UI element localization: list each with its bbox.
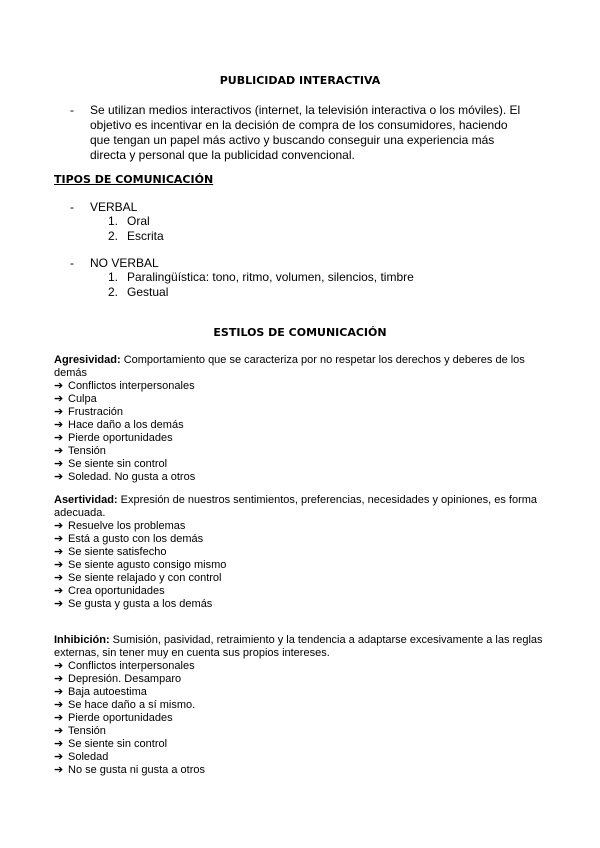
- item-text: Baja autoestima: [68, 686, 147, 698]
- item-text: Soledad: [68, 751, 109, 763]
- list-item: [54, 419, 544, 432]
- arrow-icon: ➔: [54, 380, 64, 392]
- list-item: [108, 285, 414, 300]
- item-text: Se siente sin control: [68, 738, 168, 750]
- noverbal-label: NO VERBAL: [90, 256, 159, 270]
- arrow-icon: ➔: [54, 598, 64, 610]
- intro-item: [70, 103, 540, 165]
- arrow-icon: ➔: [54, 520, 64, 532]
- agresividad-text: Comportamiento que se caracteriza por no respetar los derechos y deberes de los demás: [54, 354, 525, 379]
- item-text: Se hace daño a sí mismo.: [68, 699, 196, 711]
- tipos-heading: TIPOS DE COMUNICACIÓN: [54, 173, 214, 186]
- document-title: PUBLICIDAD INTERACTIVA: [219, 74, 381, 87]
- item-text: Tensión: [68, 725, 106, 737]
- list-item: [54, 406, 544, 419]
- arrow-icon: ➔: [54, 419, 64, 431]
- item-text: Tensión: [68, 445, 106, 457]
- list-item: [54, 699, 544, 712]
- arrow-icon: ➔: [54, 471, 64, 483]
- list-item: [54, 432, 544, 445]
- list-item: [54, 471, 544, 484]
- agresividad-list: [54, 380, 544, 484]
- item-text: Escrita: [127, 229, 164, 243]
- item-text: Se gusta y gusta a los demás: [68, 598, 213, 610]
- asertividad-text: Expresión de nuestros sentimientos, preferencias, necesidades y opiniones, es forma adecuada.: [54, 494, 538, 519]
- list-item: [54, 751, 544, 764]
- agresividad-definition: [54, 354, 544, 380]
- item-text: Se siente relajado y con control: [68, 572, 222, 584]
- arrow-icon: ➔: [54, 764, 64, 776]
- intro-text: Se utilizan medios interactivos (internet, la televisión interactiva o los móviles). El objetivo es incentivar en la decisión de compra de los consumidores, haciendo que tengan un papel más activo y buscando conseguir una experiencia más directa y personal que la publicidad convencional.: [90, 103, 521, 162]
- item-text: Soledad. No gusta a otros: [68, 471, 196, 483]
- item-text: Conflictos interpersonales: [68, 660, 195, 672]
- arrow-icon: ➔: [54, 559, 64, 571]
- list-item: [54, 764, 544, 777]
- asertividad-term: Asertividad:: [54, 494, 118, 506]
- dash-bullet: -: [70, 200, 74, 214]
- item-text: Frustración: [68, 406, 124, 418]
- arrow-icon: ➔: [54, 712, 64, 724]
- arrow-icon: ➔: [54, 533, 64, 545]
- asertividad-block: [54, 494, 544, 611]
- arrow-icon: ➔: [54, 572, 64, 584]
- asertividad-list: [54, 520, 544, 611]
- item-text: Crea oportunidades: [68, 585, 165, 597]
- list-item: [54, 559, 544, 572]
- item-text: Pierde oportunidades: [68, 712, 173, 724]
- item-number: 2.: [108, 229, 119, 243]
- item-number: 1.: [108, 270, 119, 284]
- asertividad-definition: [54, 494, 544, 520]
- item-text: No se gusta ni gusta a otros: [68, 764, 205, 776]
- item-text: Culpa: [68, 393, 97, 405]
- list-item: [54, 520, 544, 533]
- arrow-icon: ➔: [54, 458, 64, 470]
- item-text: Pierde oportunidades: [68, 432, 173, 444]
- arrow-icon: ➔: [54, 725, 64, 737]
- list-item: [54, 445, 544, 458]
- inhibicion-list: [54, 660, 544, 777]
- arrow-icon: ➔: [54, 699, 64, 711]
- list-item: [108, 214, 164, 229]
- list-item: [54, 686, 544, 699]
- inhibicion-block: [54, 634, 544, 777]
- list-item: [54, 458, 544, 471]
- verbal-item: [70, 200, 270, 215]
- arrow-icon: ➔: [54, 432, 64, 444]
- item-number: 1.: [108, 214, 119, 228]
- arrow-icon: ➔: [54, 751, 64, 763]
- verbal-list: [108, 214, 164, 244]
- list-item: [54, 725, 544, 738]
- noverbal-list: [108, 270, 414, 300]
- arrow-icon: ➔: [54, 686, 64, 698]
- inhibicion-text: Sumisión, pasividad, retraimiento y la tendencia a adaptarse excesivamente a las reglas externas, sin tener muy en cuenta sus propios intereses.: [54, 634, 543, 659]
- item-text: Conflictos interpersonales: [68, 380, 195, 392]
- item-text: Oral: [127, 214, 150, 228]
- arrow-icon: ➔: [54, 660, 64, 672]
- arrow-icon: ➔: [54, 585, 64, 597]
- list-item: [54, 380, 544, 393]
- item-text: Se siente agusto consigo mismo: [68, 559, 227, 571]
- item-number: 2.: [108, 285, 119, 299]
- list-item: [54, 738, 544, 751]
- item-text: Gestual: [127, 285, 169, 299]
- item-text: Paralingüística: tono, ritmo, volumen, silencios, timbre: [127, 270, 414, 284]
- agresividad-term: Agresividad:: [54, 354, 121, 366]
- list-item: [54, 533, 544, 546]
- list-item: [54, 598, 544, 611]
- list-item: [54, 712, 544, 725]
- list-item: [54, 585, 544, 598]
- arrow-icon: ➔: [54, 445, 64, 457]
- arrow-icon: ➔: [54, 406, 64, 418]
- agresividad-block: [54, 354, 544, 484]
- list-item: [108, 270, 414, 285]
- item-text: Está a gusto con los demás: [68, 533, 204, 545]
- arrow-icon: ➔: [54, 738, 64, 750]
- item-text: Hace daño a los demás: [68, 419, 184, 431]
- item-text: Resuelve los problemas: [68, 520, 186, 532]
- dash-bullet: -: [70, 103, 74, 117]
- list-item: [54, 393, 544, 406]
- item-text: Depresión. Desamparo: [68, 673, 182, 685]
- verbal-label: VERBAL: [90, 200, 138, 214]
- estilos-heading: ESTILOS DE COMUNICACIÓN: [213, 326, 387, 339]
- list-item: [108, 229, 164, 244]
- inhibicion-definition: [54, 634, 544, 660]
- list-item: [54, 546, 544, 559]
- dash-bullet: -: [70, 256, 74, 270]
- list-item: [54, 673, 544, 686]
- item-text: Se siente sin control: [68, 458, 168, 470]
- list-item: [54, 660, 544, 673]
- list-item: [54, 572, 544, 585]
- noverbal-item: [70, 256, 270, 271]
- item-text: Se siente satisfecho: [68, 546, 167, 558]
- inhibicion-term: Inhibición:: [54, 634, 110, 646]
- arrow-icon: ➔: [54, 673, 64, 685]
- arrow-icon: ➔: [54, 546, 64, 558]
- arrow-icon: ➔: [54, 393, 64, 405]
